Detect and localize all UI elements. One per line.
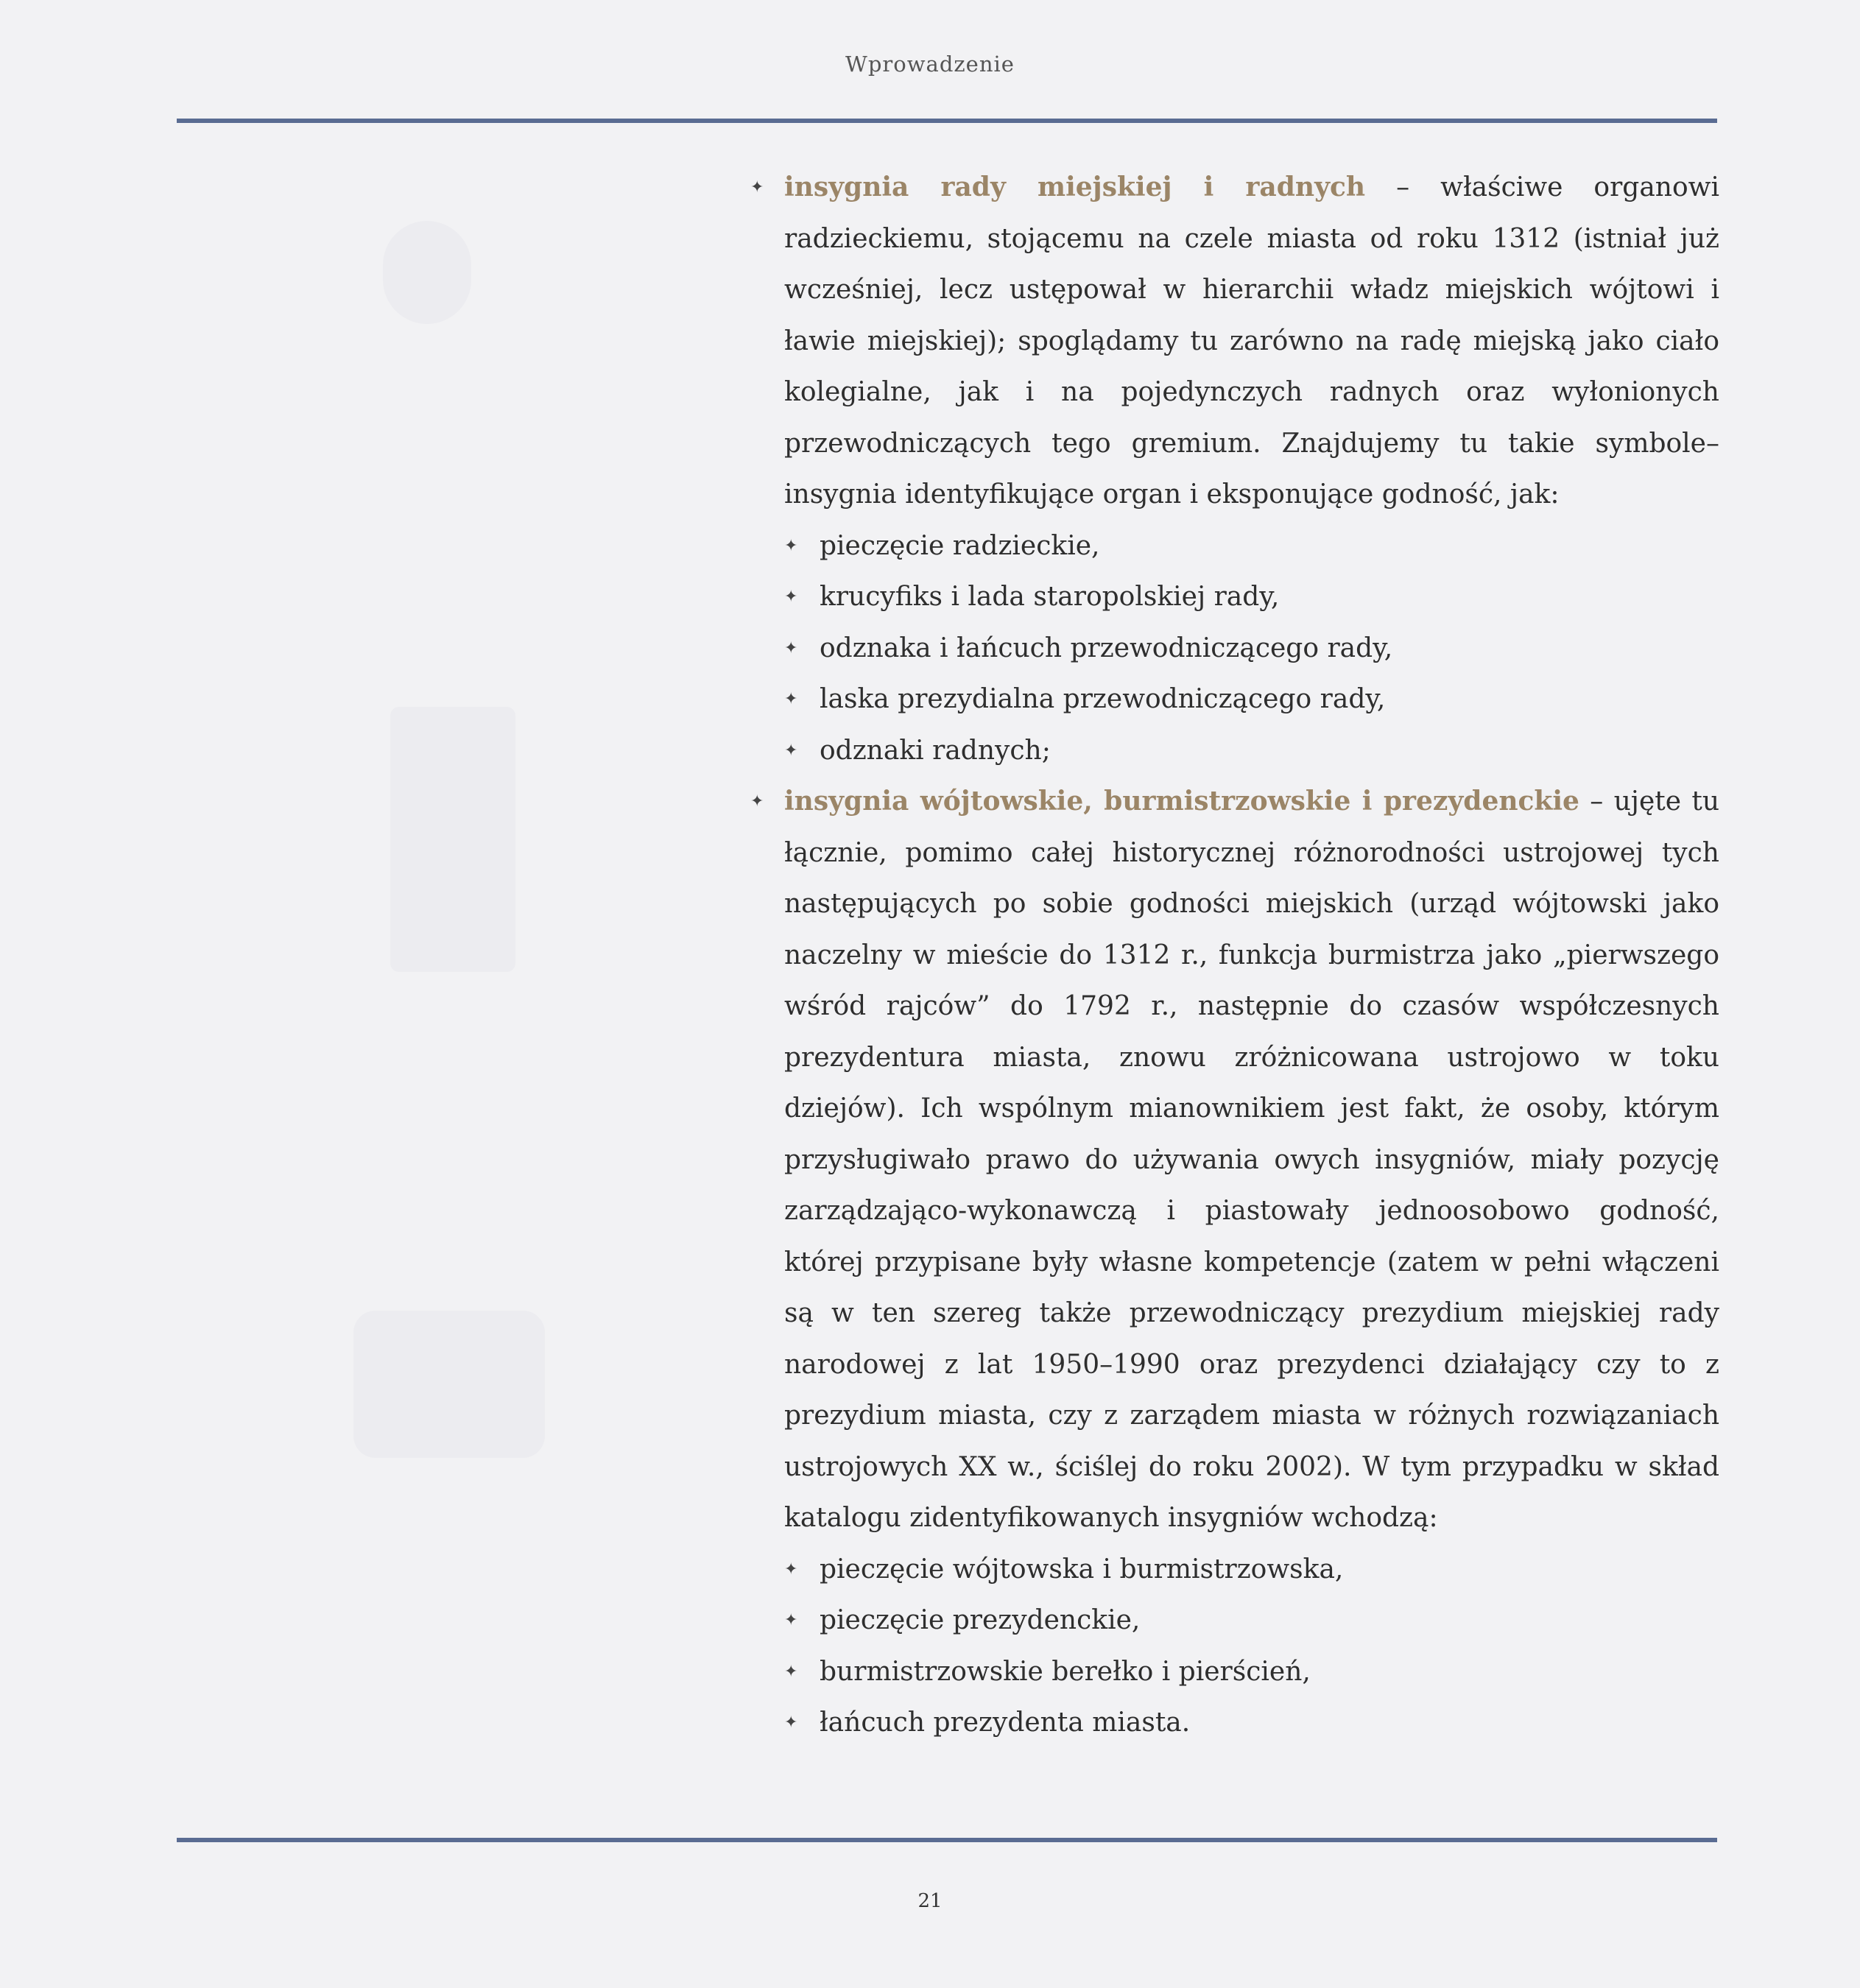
sub-item-text: odznaki radnych;	[820, 735, 1051, 766]
show-through-shape	[390, 707, 515, 972]
section-heading: insygnia rady miejskiej i radnych	[784, 172, 1366, 202]
bullet-icon: ✦	[784, 741, 798, 760]
show-through-shape	[353, 1311, 545, 1458]
sub-item-text: krucyfiks i lada staropolskiej rady,	[820, 582, 1280, 612]
sub-list-item	[784, 521, 1719, 572]
bullet-icon: ✦	[784, 1713, 798, 1732]
sub-list-item	[784, 1544, 1719, 1596]
sub-list-item	[784, 1595, 1719, 1646]
bottom-rule	[177, 1838, 1717, 1842]
bullet-icon: ✦	[750, 178, 764, 197]
top-rule	[177, 119, 1717, 123]
sub-item-text: laska prezydialna przewodniczącego rady,	[820, 684, 1386, 714]
sub-list-item	[784, 674, 1719, 725]
running-header: Wprowadzenie	[845, 52, 1015, 77]
bullet-icon: ✦	[784, 638, 798, 658]
bullet-icon: ✦	[784, 588, 798, 606]
bullet-icon: ✦	[784, 1559, 798, 1579]
main-list	[750, 162, 1720, 1749]
sub-list-item	[784, 1646, 1719, 1698]
page-number: 21	[917, 1890, 943, 1912]
sub-list-item	[784, 571, 1719, 623]
section-text: – właściwe organowi radzieckiemu, stojącemu na czele miasta od roku 1312 (istniał już wcześniej, lecz ustępował w hierarchii władz miejskich wójtowi i ławie miejskiej); spoglądamy tu zarówno na radę miejską jako ciało kolegialne, jak i na pojedynczych radnych oraz wyłonionych przewodniczących tego gremium. Znajdujemy tu takie symbole–insygnia identyfikujące organ i eksponujące godność, jak:	[784, 172, 1719, 510]
bullet-icon: ✦	[784, 1662, 798, 1681]
sub-item-text: łańcuch prezydenta miasta.	[820, 1707, 1191, 1738]
sub-list-item	[784, 725, 1719, 777]
sub-list-item	[784, 623, 1719, 674]
bullet-icon: ✦	[750, 792, 764, 811]
section-text: – ujęte tu łącznie, pomimo całej historycznej różnorodności ustrojowej tych następujących po sobie godności miejskich (urząd wójtowski jako naczelny w mieście do 1312 r., funkcja burmistrza jako „pierwszego wśród rajców” do 1792 r., następnie do czasów współczesnych prezydentura miasta, znowu zróżnicowana ustrojowo w toku dziejów). Ich wspólnym mianownikiem jest fakt, że osoby, którym przysługiwało prawo do używania owych insygniów, miały pozycję zarządzająco-wykonawczą i piastowały jednoosobowo godność, której przypisane były własne kompetencje (zatem w pełni włączeni są w ten szereg także przewodniczący prezydium miejskiej rady narodowej z lat 1950–1990 oraz prezydenci działający czy to z prezydium miasta, czy z zarządem miasta w różnych rozwiązaniach ustrojowych XX w., ściślej do roku 2002). W tym przypadku w skład katalogu zidentyfikowanych insygniów wchodzą:	[784, 786, 1720, 1533]
sub-item-text: odznaka i łańcuch przewodniczącego rady,	[820, 632, 1393, 663]
sub-list-item	[784, 1697, 1719, 1749]
sub-item-text: pieczęcie wójtowska i burmistrzowska,	[820, 1554, 1344, 1585]
list-item	[750, 776, 1720, 1749]
sub-item-text: burmistrzowskie berełko i pierścień,	[820, 1656, 1311, 1687]
section-heading: insygnia wójtowskie, burmistrzowskie i prezydenckie	[784, 786, 1579, 817]
bullet-icon: ✦	[784, 536, 798, 555]
bullet-icon: ✦	[784, 690, 798, 708]
main-text	[750, 162, 1720, 1749]
sub-item-text: pieczęcie radzieckie,	[820, 530, 1100, 561]
sub-list	[784, 1544, 1719, 1749]
bullet-icon: ✦	[784, 1611, 798, 1629]
show-through-shape	[383, 221, 471, 324]
sub-item-text: pieczęcie prezydenckie,	[820, 1605, 1141, 1635]
sub-list	[784, 521, 1719, 777]
list-item	[750, 162, 1719, 776]
